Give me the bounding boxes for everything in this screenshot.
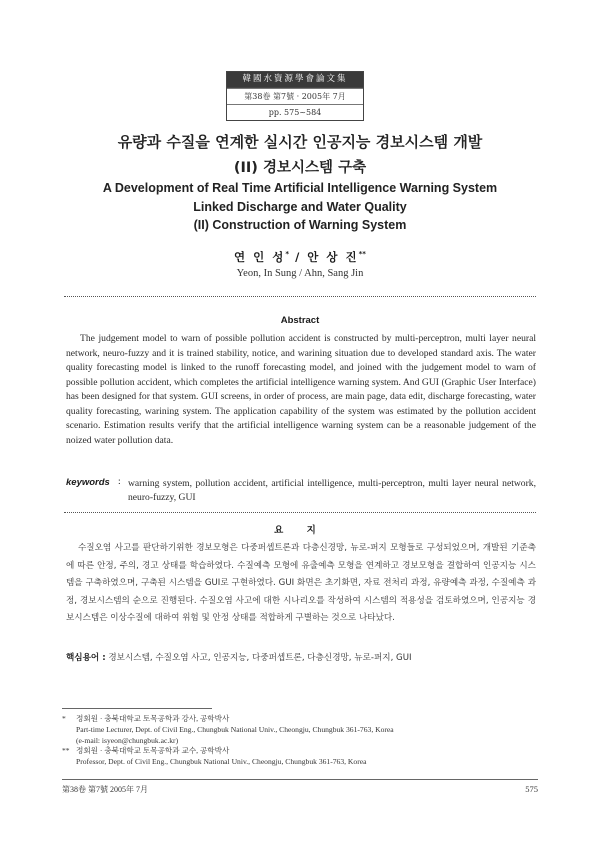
- journal-info-box: [226, 71, 364, 121]
- title-english-line2: Linked Discharge and Water Quality: [193, 200, 407, 214]
- dotted-divider: [64, 512, 536, 513]
- title-english-line1: A Development of Real Time Artificial Intelligence Warning System: [102, 181, 498, 195]
- authors-korean: [0, 249, 600, 265]
- footer-journal-issue: 第38卷 第7號 2005年 7月: [62, 785, 148, 794]
- journal-pages: pp. 575~584: [227, 104, 363, 120]
- abstract-text: The judgement model to warn of possible pollution accident is constructed by multi-perceptron, multi layer neural network, neuro-fuzzy and it is trained stability, notice, and warining situation due to developed standard axis. The water quality forecasting model is linked to the runoff forecasting model, and joined with the judgement model to warn of possible pollution accident, which completes the artificial intelligence warning system. And GUI (Graphic User Interface) has been designed for that system. GUI screens, in order of process, are main page, data edit, discharge forecasting, water quality forecasting, warining system. The application capability of the system was estimated by the pollution accident scenario. Estimation results verify that the artificial intelligence warning system can be a reasonable judgement of the noized water pollution data.: [66, 333, 536, 446]
- author1-name: 연 인 성: [234, 250, 286, 264]
- title-korean-line2: (II) 경보시스템 구축: [233, 160, 367, 176]
- footnote2-mark: **: [62, 746, 70, 755]
- keywords-text: warning system, pollution accident, artificial intelligence, multi-perceptron, multi layer neural network, neuro-fuzzy, GUI: [128, 478, 536, 503]
- dotted-divider: [64, 296, 536, 297]
- korean-abstract-heading: 요 지: [274, 525, 326, 536]
- title-korean-line1: 유량과 수질을 연계한 실시간 인공지능 경보시스템 개발: [117, 133, 483, 151]
- authors-english: Yeon, In Sung / Ahn, Sang Jin: [236, 268, 364, 279]
- page-number: 575: [525, 784, 538, 794]
- korean-keywords-text: 경보시스템, 수질오염 사고, 인공지능, 다중퍼셉트론, 다층신경망, 뉴로-퍼지, GUI: [105, 653, 412, 663]
- korean-abstract-text: 수질오염 사고를 판단하기위한 경보모형은 다중퍼셉트론과 다층신경망, 뉴로-퍼지 모형들로 구성되었으며, 개발된 기준축에 따른 안정, 주의, 경고 상태를 학습하였다. 수질예측 모형에 유출예측 모형을 연계하고 경보모형을 결합하여 인공지능 시스템을 구축하였으며, 구축된 시스템을 GUI로 구현하였다. GUI 화면은 초기화면, 자료 전처리 과정, 유량예측 과정, 수질예측 과정, 경보시스템의 순으로 진행된다. 수질오염 사고에 대한 시나리오를 작성하여 시스템의 적용성을 검토하였으며, 인공지능 경보시스템은 이상수질에 대하여 위험 및 안정 상태를 적합하게 구별하는 것으로 나타났다.: [66, 543, 536, 623]
- footnote1-english: Part-time Lecturer, Dept. of Civil Eng., Chungbuk National Univ., Cheongju, Chungbuk 361-763, Korea: [76, 725, 394, 734]
- abstract-heading: Abstract: [280, 315, 320, 326]
- footnote2-english: Professor, Dept. of Civil Eng., Chungbuk National Univ., Cheongju, Chungbuk 361-763, Korea: [76, 757, 367, 766]
- footnote1-mark: *: [62, 714, 66, 723]
- footnote-author1: [62, 713, 542, 746]
- journal-volume-issue: 第38卷 第7號 · 2005年 7月: [227, 88, 363, 104]
- author1-mark: *: [285, 250, 290, 259]
- footnote-author2: [62, 745, 542, 767]
- footer-rule: [62, 779, 538, 780]
- author-separator: /: [289, 250, 308, 264]
- footnote1-email: (e-mail: isyeon@chungbuk.ac.kr): [76, 736, 179, 745]
- journal-name: 韓國水資源學會論文集: [227, 72, 363, 88]
- keywords-label: keywords: [66, 477, 110, 488]
- title-english-line3: (II) Construction of Warning System: [193, 218, 407, 232]
- footnote1-korean: 정회원 · 충북대학교 토목공학과 강사, 공학박사: [76, 714, 230, 723]
- footnote-rule: [62, 708, 212, 709]
- korean-keywords: [66, 651, 536, 663]
- footnote2-korean: 정회원 · 충북대학교 토목공학과 교수, 공학박사: [76, 746, 230, 755]
- korean-keywords-label: 핵심용어 :: [66, 653, 106, 663]
- author2-name: 안 상 진: [307, 250, 359, 264]
- keywords-colon: :: [118, 477, 121, 487]
- author2-mark: **: [358, 250, 366, 259]
